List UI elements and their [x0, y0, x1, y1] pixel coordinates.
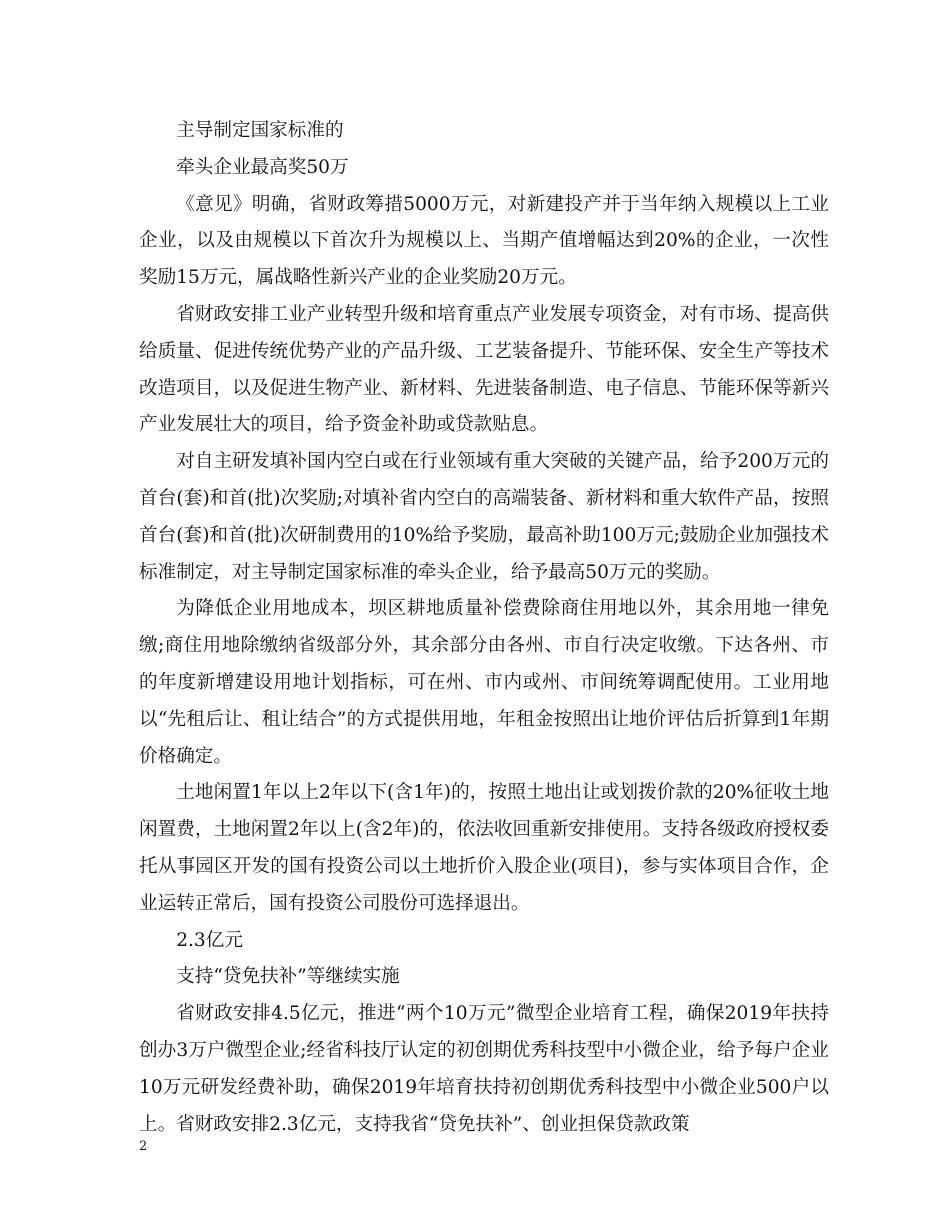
subheading: 主导制定国家标准的 [176, 120, 344, 141]
paragraph: 为降低企业用地成本，坝区耕地质量补偿费除商住用地以外，其余用地一律免缴;商住用地除缴纳省级部分外，其余部分由各州、市自行决定收缴。下达各州、市的年度新增建设用地计划指标，可在州、市内或州、市间统筹调配使用。工业用地以“先租后让、租让结合”的方式提供用地，年租金按照出让地价评估后折算到1年期价格确定。 [139, 598, 829, 767]
subheading: 牵头企业最高奖50万 [176, 156, 349, 178]
paragraph: 省财政安排工业产业转型升级和培育重点产业发展专项资金，对有市场、提高供给质量、促进传统优势产业的产品升级、工艺装备提升、节能环保、安全生产等技术改造项目，以及促进生物产业、新材料、先进装备制造、电子信息、节能环保等新兴产业发展壮大的项目，给予资金补助或贷款贴息。 [139, 303, 829, 436]
paragraph: 省财政安排4.5亿元，推进“两个10万元”微型企业培育工程，确保2019年扶持创办3万户微型企业;经省科技厅认定的初创期优秀科技型中小微企业，给予每户企业10万元研发经费补助，确保2019年培育扶持初创期优秀科技型中小微企业500户以上。省财政安排2.3亿元，支持我省“贷免扶补”、创业担保贷款政策 [139, 1003, 829, 1135]
paragraph: 土地闲置1年以上2年以下(含1年)的，按照土地出让或划拨价款的20%征收土地闲置费，土地闲置2年以上(含2年)的，依法收回重新安排使用。支持各级政府授权委托从事园区开发的国有投资公司以土地折价入股企业(项目)，参与实体项目合作，企业运转正常后，国有投资公司股份可选择退出。 [139, 782, 829, 914]
paragraph: 《意见》明确，省财政筹措5000万元，对新建投产并于当年纳入规模以上工业企业，以及由规模以下首次升为规模以上、当期产值增幅达到20%的企业，一次性奖励15万元，属战略性新兴产业的企业奖励20万元。 [139, 193, 829, 289]
subheading: 2.3亿元 [176, 929, 243, 951]
subheading: 支持“贷免扶补”等继续实施 [176, 966, 400, 988]
document-body [139, 113, 829, 1143]
page-number: 2 [139, 1139, 148, 1154]
paragraph: 对自主研发填补国内空白或在行业领域有重大突破的关键产品，给予200万元的首台(套)和首(批)次奖励;对填补省内空白的高端装备、新材料和重大软件产品，按照首台(套)和首(批)次研制费用的10%给予奖励，最高补助100万元;鼓励企业加强技术标准制定，对主导制定国家标准的牵头企业，给予最高50万元的奖励。 [139, 451, 829, 583]
